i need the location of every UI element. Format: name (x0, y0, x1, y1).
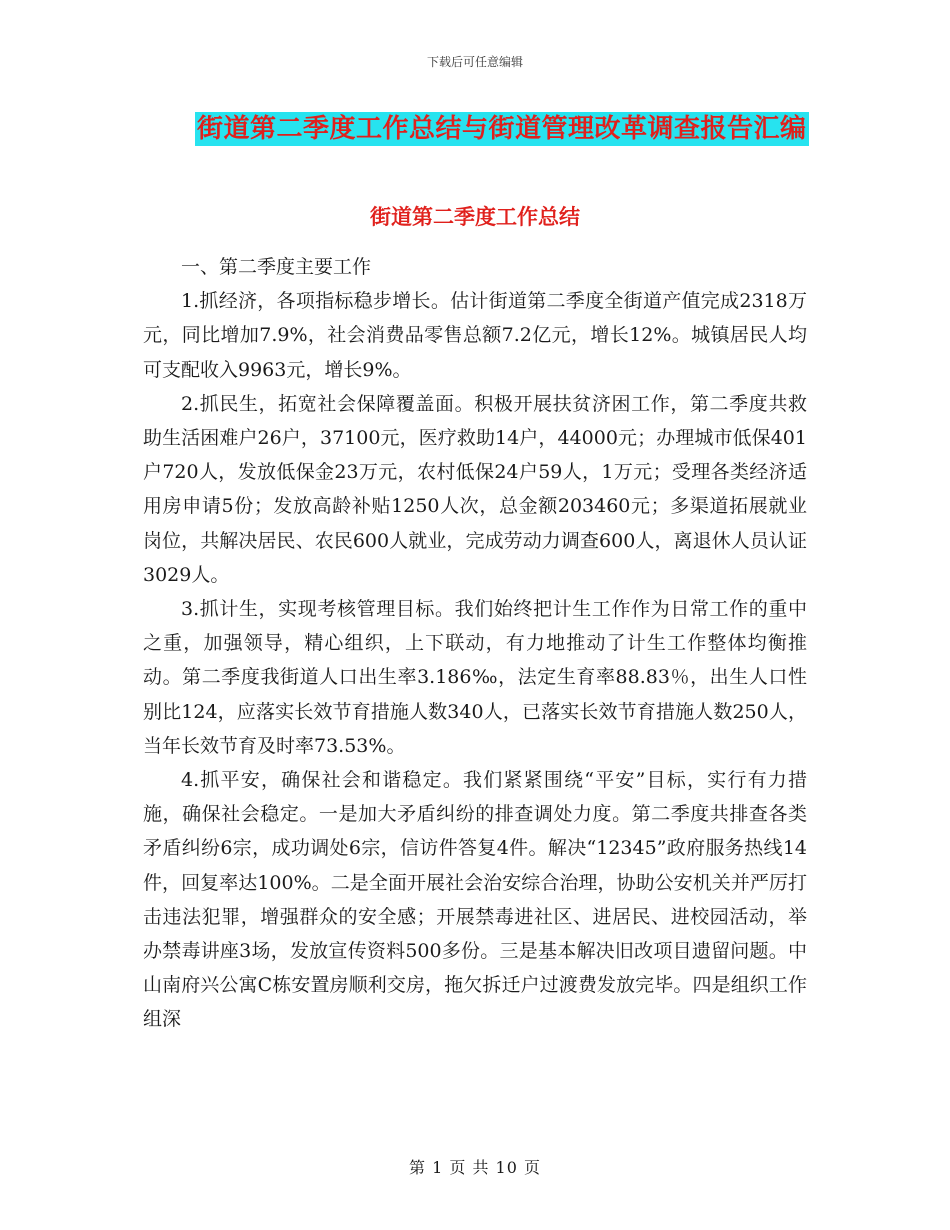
section-title: 街道第二季度工作总结 (370, 205, 580, 229)
paragraph-family-planning: 3.抓计生，实现考核管理目标。我们始终把计生工作作为日常工作的重中之重，加强领导，精心组织，上下联动，有力地推动了计生工作整体均衡推动。第二季度我街道人口出生率3.186‰，法定生育率88.83％，出生人口性别比124，应落实长效节育措施人数340人，已落实长效节育措施人数250人，当年长效节育及时率73.53%。 (143, 598, 807, 757)
document-main-title: 街道第二季度工作总结与街道管理改革调查报告汇编 (197, 114, 807, 144)
paragraph-livelihood: 2.抓民生，拓宽社会保障覆盖面。积极开展扶贫济困工作，第二季度共救助生活困难户26户，37100元，医疗救助14户，44000元；办理城市低保401户720人，发放低保金23万元，农村低保24户59人，1万元；受理各类经济适用房申请5份；发放高龄补贴1250人次，总金额203460元；多渠道拓展就业岗位，共解决居民、农民600人就业，完成劳动力调查600人，离退休人员认证3029人。 (143, 392, 807, 586)
section-heading: 一、第二季度主要工作 (181, 256, 372, 278)
document-body (143, 250, 807, 1037)
paragraph-economy: 1.抓经济，各项指标稳步增长。估计街道第二季度全街道产值完成2318万元，同比增加7.9%，社会消费品零售总额7.2亿元，增长12%。城镇居民人均可支配收入9963元，增长9%。 (143, 290, 807, 381)
page-indicator: 第 1 页 共 10 页 (409, 1158, 541, 1177)
header-note: 下载后可任意编辑 (426, 55, 523, 69)
paragraph-public-safety: 4.抓平安，确保社会和谐稳定。我们紧紧围绕“平安”目标，实行有力措施，确保社会稳定。一是加大矛盾纠纷的排查调处力度。第二季度共排查各类矛盾纠纷6宗，成功调处6宗，信访件答复4件。解决“12345”政府服务热线14件，回复率达100%。二是全面开展社会治安综合治理，协助公安机关并严厉打击违法犯罪，增强群众的安全感；开展禁毒进社区、进居民、进校园活动，举办禁毒讲座3场，发放宣传资料500多份。三是基本解决旧改项目遗留问题。中山南府兴公寓C栋安置房顺利交房，拖欠拆迁户过渡费发放完毕。四是组织工作组深 (143, 769, 807, 1031)
